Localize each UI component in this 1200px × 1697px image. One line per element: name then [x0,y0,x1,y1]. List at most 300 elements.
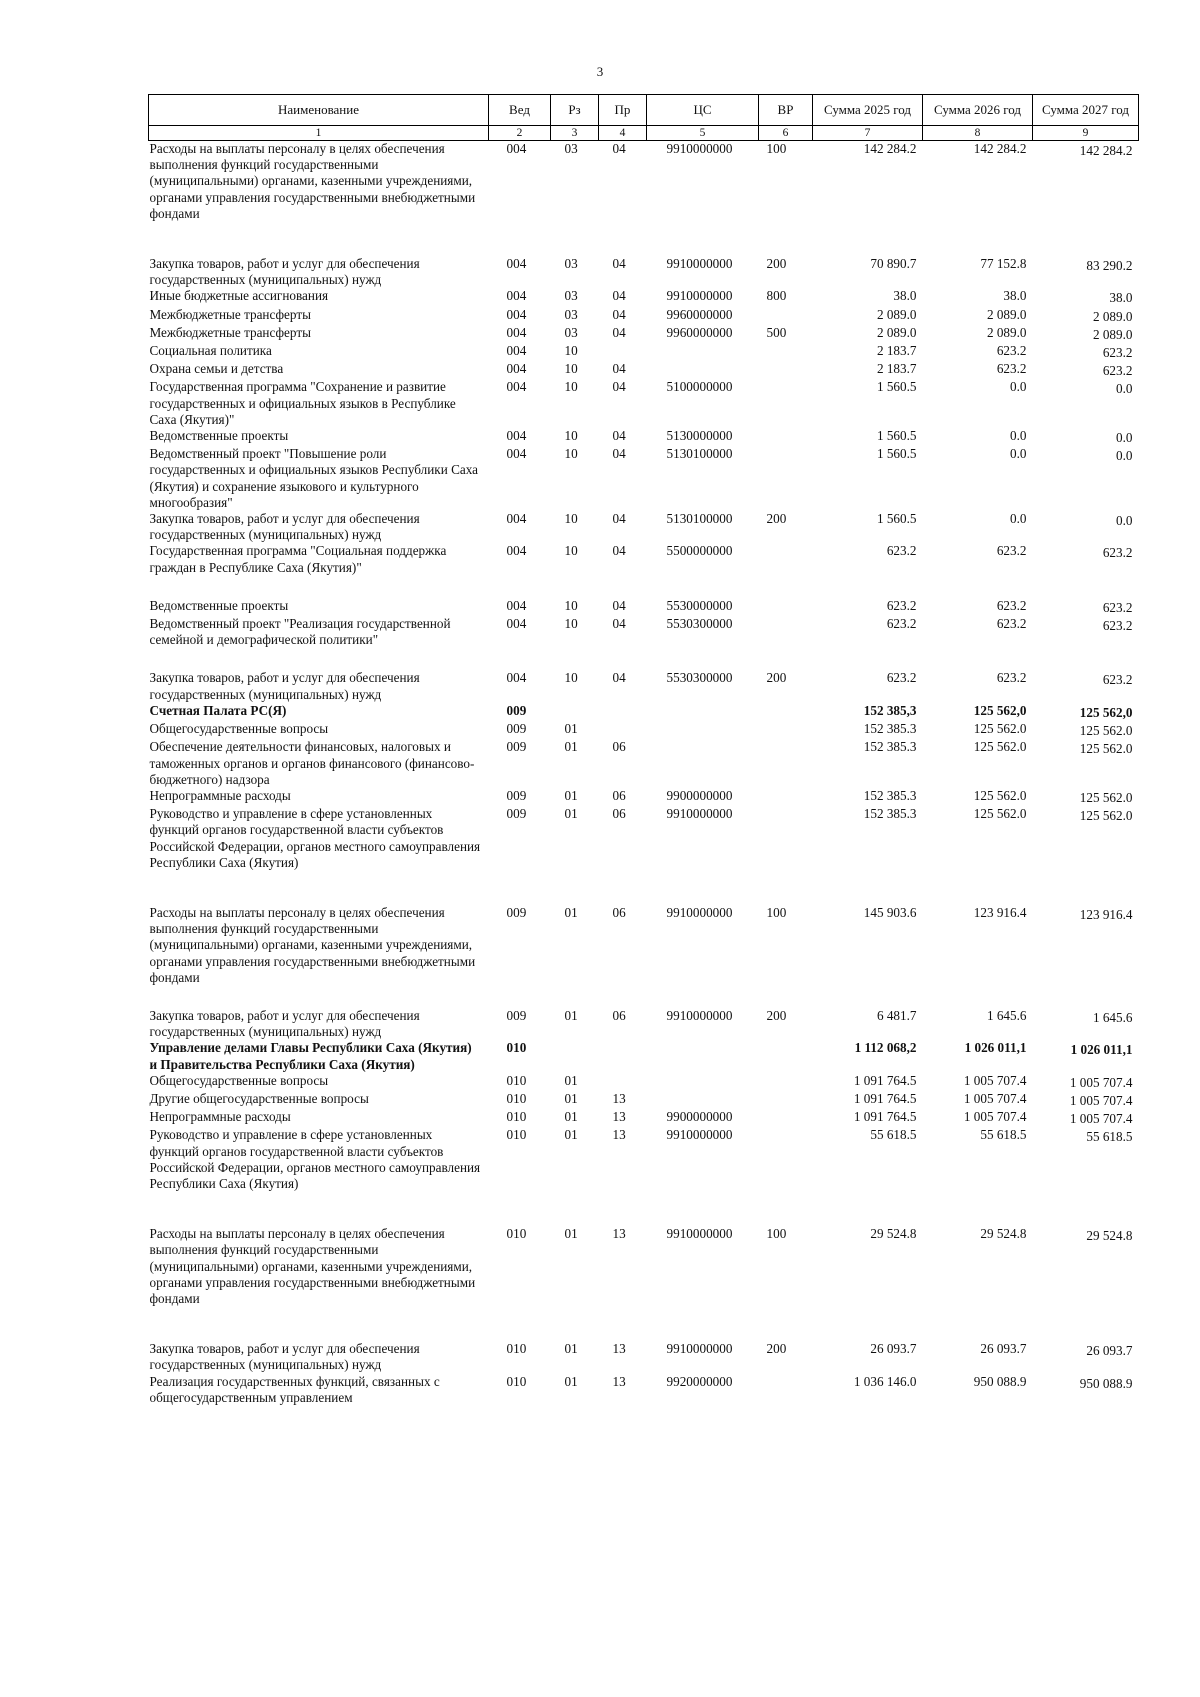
row-name: Руководство и управление в сфере установленных функций органов государственной власти субъектов Российской Федерации, органов местного самоуправления Республики Саха (Якутия) [149,806,481,870]
row-sum-2026: 0.0 [1010,379,1027,395]
row-cs: 5130100000 [666,511,733,527]
header-ved: Вед [489,95,551,126]
row-vr [759,543,813,597]
row-sum-2026: 77 152.8 [980,256,1027,272]
row-name: Расходы на выплаты персоналу в целях обеспечения выполнения функций государственными (муниципальными) органами, казенными учреждениями, органами управления государственными внебюджетными фондами [149,141,476,221]
row-sum-2026: 38.0 [1003,288,1027,304]
row-sum-2026: 1 005 707.4 [963,1090,1027,1106]
header-pr: Пр [599,95,647,126]
row-sum-2025: 38.0 [893,288,917,304]
row-ved: 004 [506,670,527,686]
row-name: Ведомственный проект "Повышение роли государственных и официальных языков Республики Саха (Якутия) и сохранение языкового и культурного многообразия" [149,446,478,510]
table-row [149,703,1139,721]
row-sum-2026: 29 524.8 [980,1226,1027,1242]
header-cs: ЦС [647,95,759,126]
table-row [149,1341,1139,1373]
row-sum-2027: 125 562.0 [1079,789,1133,805]
row-pr: 04 [612,428,626,444]
row-sum-2027: 1 005 707.4 [1069,1111,1133,1127]
row-rz: 10 [564,543,578,559]
row-cs: 9910000000 [666,1341,733,1357]
row-vr [759,703,813,721]
row-sum-2025: 623.2 [886,597,917,613]
row-ved: 004 [506,379,527,395]
row-vr [759,788,813,806]
row-vr [759,428,813,446]
row-sum-2027: 623.2 [1102,363,1133,379]
row-pr [599,1040,647,1072]
row-sum-2026: 623.2 [996,597,1027,613]
row-cs: 9910000000 [666,1127,733,1143]
row-ved: 009 [506,904,527,920]
row-sum-2026: 623.2 [996,361,1027,377]
column-number: 8 [923,126,1033,141]
row-vr [759,307,813,325]
row-sum-2027: 623.2 [1102,599,1133,615]
row-pr: 04 [612,141,626,156]
row-sum-2025: 6 481.7 [876,1007,917,1023]
row-name: Государственная программа "Социальная поддержка граждан в Республике Саха (Якутия)" [149,543,447,575]
row-cs: 9960000000 [666,324,733,340]
row-sum-2026: 623.2 [996,670,1027,686]
table-row [149,141,1139,257]
row-pr: 13 [612,1090,626,1106]
header-sum-2027: Сумма 2027 год [1033,95,1139,126]
row-name: Руководство и управление в сфере установленных функций органов государственной власти субъектов Российской Федерации, органов местного самоуправления Республики Саха (Якутия) [149,1127,481,1191]
row-pr: 06 [612,806,626,822]
row-cs [647,1040,759,1072]
header-sum-2025: Сумма 2025 год [813,95,923,126]
row-rz: 01 [564,1007,578,1023]
row-sum-2025: 152 385.3 [863,787,917,803]
table-row [149,905,1139,1008]
row-vr [759,446,813,511]
row-ved: 010 [506,1373,527,1389]
row-rz: 01 [564,739,578,755]
row-ved: 004 [506,306,527,322]
row-rz: 10 [564,597,578,613]
row-rz: 01 [564,1226,578,1242]
row-sum-2027: 123 916.4 [1079,906,1133,922]
row-pr: 06 [612,904,626,920]
row-cs [647,703,759,721]
row-vr [759,1109,813,1127]
row-rz: 10 [564,670,578,686]
row-vr: 100 [766,904,787,920]
column-number: 7 [813,126,923,141]
row-sum-2027: 26 093.7 [1086,1343,1133,1359]
column-number: 1 [149,126,489,141]
row-name: Иные бюджетные ассигнования [149,288,329,304]
row-sum-2027: 2 089.0 [1092,308,1133,324]
row-name: Реализация государственных функций, связанных с общегосударственным управлением [149,1373,440,1405]
row-ved: 009 [506,702,527,718]
row-sum-2026: 125 562,0 [973,702,1027,718]
row-sum-2025: 623.2 [886,670,917,686]
row-name: Управление делами Главы Республики Саха (Якутия) и Правительства Республики Саха (Якутия) [149,1040,472,1072]
row-sum-2025: 152 385.3 [863,721,917,737]
row-rz: 01 [564,787,578,803]
row-sum-2026: 142 284.2 [973,141,1027,156]
row-rz: 01 [564,1341,578,1357]
row-sum-2026: 125 562.0 [973,787,1027,803]
row-sum-2025: 152 385.3 [863,739,917,755]
table-row [149,1091,1139,1109]
row-sum-2025: 1 560.5 [876,379,917,395]
table-row [149,288,1139,306]
row-cs: 5530300000 [666,616,733,632]
row-sum-2027: 1 005 707.4 [1069,1074,1133,1090]
row-ved: 004 [506,324,527,340]
row-pr: 04 [612,306,626,322]
row-ved: 009 [506,806,527,822]
row-sum-2026: 2 089.0 [986,324,1027,340]
row-pr: 06 [612,1007,626,1023]
row-name: Ведомственный проект "Реализация государственной семейной и демографической политики" [149,616,451,648]
row-sum-2026: 123 916.4 [973,904,1027,920]
row-sum-2027: 38.0 [1109,290,1133,306]
row-name: Закупка товаров, работ и услуг для обеспечения государственных (муниципальных) нужд [149,1341,420,1373]
row-pr [599,721,647,739]
column-number: 6 [759,126,813,141]
row-sum-2025: 152 385.3 [863,806,917,822]
row-sum-2027: 125 562.0 [1079,808,1133,824]
row-name: Непрограммные расходы [149,787,291,803]
row-sum-2026: 0.0 [1010,511,1027,527]
row-ved: 009 [506,739,527,755]
row-sum-2025: 1 091 764.5 [853,1090,917,1106]
table-row [149,1374,1139,1406]
row-cs: 5100000000 [666,379,733,395]
row-rz: 03 [564,141,578,156]
row-vr: 200 [766,1007,787,1023]
table-row [149,379,1139,428]
row-pr: 13 [612,1226,626,1242]
row-cs: 9900000000 [666,1109,733,1125]
row-name: Охрана семьи и детства [149,361,284,377]
row-sum-2027: 0.0 [1116,430,1133,446]
row-rz: 03 [564,256,578,272]
row-sum-2027: 2 089.0 [1092,326,1133,342]
row-cs [647,739,759,788]
row-sum-2026: 0.0 [1010,446,1027,462]
row-sum-2026: 125 562.0 [973,739,1027,755]
row-sum-2025: 26 093.7 [870,1341,917,1357]
table-row [149,343,1139,361]
row-sum-2026: 0.0 [1010,428,1027,444]
row-rz [551,1040,599,1072]
row-name: Ведомственные проекты [149,597,289,613]
row-rz: 01 [564,806,578,822]
page-number: 3 [596,64,604,79]
table-row [149,1073,1139,1091]
row-name: Закупка товаров, работ и услуг для обеспечения государственных (муниципальных) нужд [149,670,420,702]
row-vr [759,343,813,361]
row-cs: 5530000000 [666,597,733,613]
row-name: Непрограммные расходы [149,1109,291,1125]
row-pr: 04 [612,288,626,304]
row-ved: 004 [506,343,527,359]
table-header [149,95,1139,141]
row-sum-2026: 125 562.0 [973,721,1027,737]
row-sum-2025: 2 183.7 [876,361,917,377]
table-row [149,361,1139,379]
column-number: 5 [647,126,759,141]
row-vr [759,1073,813,1091]
row-ved: 004 [506,511,527,527]
row-rz: 10 [564,428,578,444]
row-cs: 9900000000 [666,787,733,803]
row-sum-2027: 29 524.8 [1086,1228,1133,1244]
row-name: Межбюджетные трансферты [149,324,311,340]
table-row [149,739,1139,788]
row-sum-2027: 83 290.2 [1086,258,1133,274]
row-sum-2027: 125 562,0 [1079,704,1133,720]
row-sum-2027: 0.0 [1116,381,1133,397]
row-pr: 04 [612,446,626,462]
row-sum-2027: 55 618.5 [1086,1129,1133,1145]
row-rz: 10 [564,343,578,359]
row-pr: 13 [612,1373,626,1389]
row-cs: 9960000000 [666,306,733,322]
table-row [149,256,1139,288]
row-vr [759,1374,813,1406]
row-cs: 5130100000 [666,446,733,462]
row-ved: 010 [506,1127,527,1143]
row-rz: 03 [564,306,578,322]
row-ved: 009 [506,1007,527,1023]
row-sum-2026: 26 093.7 [980,1341,1027,1357]
row-rz [551,703,599,721]
row-pr: 13 [612,1341,626,1357]
row-pr: 06 [612,739,626,755]
row-sum-2026: 623.2 [996,343,1027,359]
row-rz: 10 [564,616,578,632]
row-ved: 004 [506,256,527,272]
row-cs: 9910000000 [666,806,733,822]
row-pr: 04 [612,256,626,272]
row-sum-2026: 1 026 011,1 [964,1040,1027,1056]
table-row [149,428,1139,446]
row-rz: 01 [564,1109,578,1125]
row-vr [759,379,813,428]
row-rz: 01 [564,1373,578,1389]
row-ved: 010 [506,1341,527,1357]
row-sum-2027: 623.2 [1102,672,1133,688]
row-rz: 10 [564,511,578,527]
row-cs: 9910000000 [666,288,733,304]
table-row [149,1008,1139,1040]
row-sum-2027: 125 562.0 [1079,723,1133,739]
row-vr [759,1040,813,1072]
row-rz: 10 [564,379,578,395]
row-pr: 04 [612,616,626,632]
row-rz: 03 [564,288,578,304]
row-pr: 04 [612,511,626,527]
row-cs: 9910000000 [666,904,733,920]
column-number: 2 [489,126,551,141]
row-vr: 100 [766,1226,787,1242]
budget-table-container [148,94,1138,1406]
header-rz: Рз [551,95,599,126]
row-sum-2026: 1 645.6 [986,1007,1027,1023]
row-name: Общегосударственные вопросы [149,721,329,737]
row-sum-2025: 2 089.0 [876,324,917,340]
row-name: Государственная программа "Сохранение и развитие государственных и официальных языков в Республике Саха (Якутия)" [149,379,456,427]
row-vr [759,598,813,616]
row-ved: 004 [506,141,527,156]
row-cs: 5130000000 [666,428,733,444]
row-pr: 04 [612,379,626,395]
row-ved: 004 [506,597,527,613]
row-rz: 10 [564,361,578,377]
row-ved: 009 [506,787,527,803]
row-vr [759,616,813,670]
row-ved: 010 [506,1109,527,1125]
row-pr [599,703,647,721]
header-name: Наименование [149,95,489,126]
row-vr [759,806,813,905]
row-ved: 004 [506,288,527,304]
row-ved: 009 [506,721,527,737]
table-row [149,325,1139,343]
row-name: Общегосударственные вопросы [149,1072,329,1088]
row-ved: 004 [506,361,527,377]
row-sum-2025: 142 284.2 [863,141,917,156]
row-pr: 13 [612,1109,626,1125]
row-pr: 04 [612,597,626,613]
row-sum-2027: 623.2 [1102,345,1133,361]
table-row [149,670,1139,702]
row-name: Межбюджетные трансферты [149,306,311,322]
row-pr: 13 [612,1127,626,1143]
row-rz: 01 [564,1127,578,1143]
row-vr: 500 [766,324,787,340]
table-row [149,1040,1139,1072]
row-rz: 10 [564,446,578,462]
row-sum-2026: 55 618.5 [980,1127,1027,1143]
row-vr: 200 [766,511,787,527]
row-vr: 200 [766,670,787,686]
row-sum-2027: 950 088.9 [1079,1375,1133,1391]
row-sum-2025: 623.2 [886,543,917,559]
row-vr [759,721,813,739]
row-pr: 06 [612,787,626,803]
row-pr [599,1073,647,1091]
row-ved: 010 [506,1090,527,1106]
row-sum-2027: 125 562.0 [1079,741,1133,757]
row-sum-2027: 1 005 707.4 [1069,1092,1133,1108]
row-sum-2026: 1 005 707.4 [963,1072,1027,1088]
row-name: Другие общегосударственные вопросы [149,1090,369,1106]
row-name: Закупка товаров, работ и услуг для обеспечения государственных (муниципальных) нужд [149,1007,420,1040]
budget-table [148,94,1139,1406]
row-ved: 004 [506,428,527,444]
row-sum-2027: 1 645.6 [1092,1009,1133,1025]
table-row [149,543,1139,597]
row-sum-2026: 125 562.0 [973,806,1027,822]
row-sum-2025: 1 560.5 [876,446,917,462]
row-sum-2026: 623.2 [996,543,1027,559]
column-number: 9 [1033,126,1139,141]
row-sum-2025: 623.2 [886,616,917,632]
row-sum-2025: 1 036 146.0 [853,1373,917,1389]
row-sum-2027: 0.0 [1116,513,1133,529]
row-rz: 01 [564,1090,578,1106]
table-row [149,616,1139,670]
row-rz: 01 [564,721,578,737]
row-ved: 004 [506,616,527,632]
row-vr: 800 [766,288,787,304]
row-sum-2026: 2 089.0 [986,306,1027,322]
row-cs: 5500000000 [666,543,733,559]
row-rz: 01 [564,904,578,920]
row-name: Закупка товаров, работ и услуг для обеспечения государственных (муниципальных) нужд [149,511,420,543]
row-name: Ведомственные проекты [149,428,289,444]
row-sum-2026: 1 005 707.4 [963,1109,1027,1125]
row-sum-2026: 623.2 [996,616,1027,632]
row-cs: 9920000000 [666,1373,733,1389]
row-sum-2025: 70 890.7 [870,256,917,272]
row-cs [647,721,759,739]
row-sum-2025: 2 089.0 [876,306,917,322]
row-ved: 004 [506,543,527,559]
table-row [149,446,1139,511]
row-sum-2025: 1 091 764.5 [853,1109,917,1125]
row-vr [759,361,813,379]
row-name: Социальная политика [149,343,272,359]
row-rz: 01 [564,1072,578,1088]
table-row [149,307,1139,325]
column-number: 4 [599,126,647,141]
header-vr: ВР [759,95,813,126]
row-name: Расходы на выплаты персоналу в целях обеспечения выполнения функций государственными (муниципальными) органами, казенными учреждениями, органами управления государственными внебюджетными фондами [149,904,476,985]
row-sum-2025: 2 183.7 [876,343,917,359]
row-vr: 100 [766,141,787,156]
row-sum-2026: 950 088.9 [973,1373,1027,1389]
row-cs: 9910000000 [666,1226,733,1242]
row-name: Счетная Палата РС(Я) [149,702,287,718]
column-number: 3 [551,126,599,141]
table-row [149,1127,1139,1226]
row-cs: 9910000000 [666,256,733,272]
row-cs: 9910000000 [666,141,733,156]
row-pr [599,343,647,361]
header-sum-2026: Сумма 2026 год [923,95,1033,126]
table-row [149,1226,1139,1341]
row-ved: 004 [506,446,527,462]
row-sum-2027: 142 284.2 [1079,143,1133,158]
row-rz: 03 [564,324,578,340]
row-cs: 5530300000 [666,670,733,686]
row-cs: 9910000000 [666,1007,733,1023]
row-ved: 010 [506,1072,527,1088]
row-sum-2025: 1 091 764.5 [853,1072,917,1088]
row-sum-2025: 145 903.6 [863,904,917,920]
row-vr [759,739,813,788]
table-row [149,511,1139,543]
row-sum-2027: 0.0 [1116,448,1133,464]
row-cs [647,1091,759,1109]
row-name: Закупка товаров, работ и услуг для обеспечения государственных (муниципальных) нужд [149,256,420,288]
row-vr [759,1127,813,1226]
row-cs [647,1073,759,1091]
row-sum-2027: 623.2 [1102,618,1133,634]
row-ved: 010 [506,1040,527,1056]
row-vr [759,1091,813,1109]
table-row [149,1109,1139,1127]
row-sum-2025: 29 524.8 [870,1226,917,1242]
